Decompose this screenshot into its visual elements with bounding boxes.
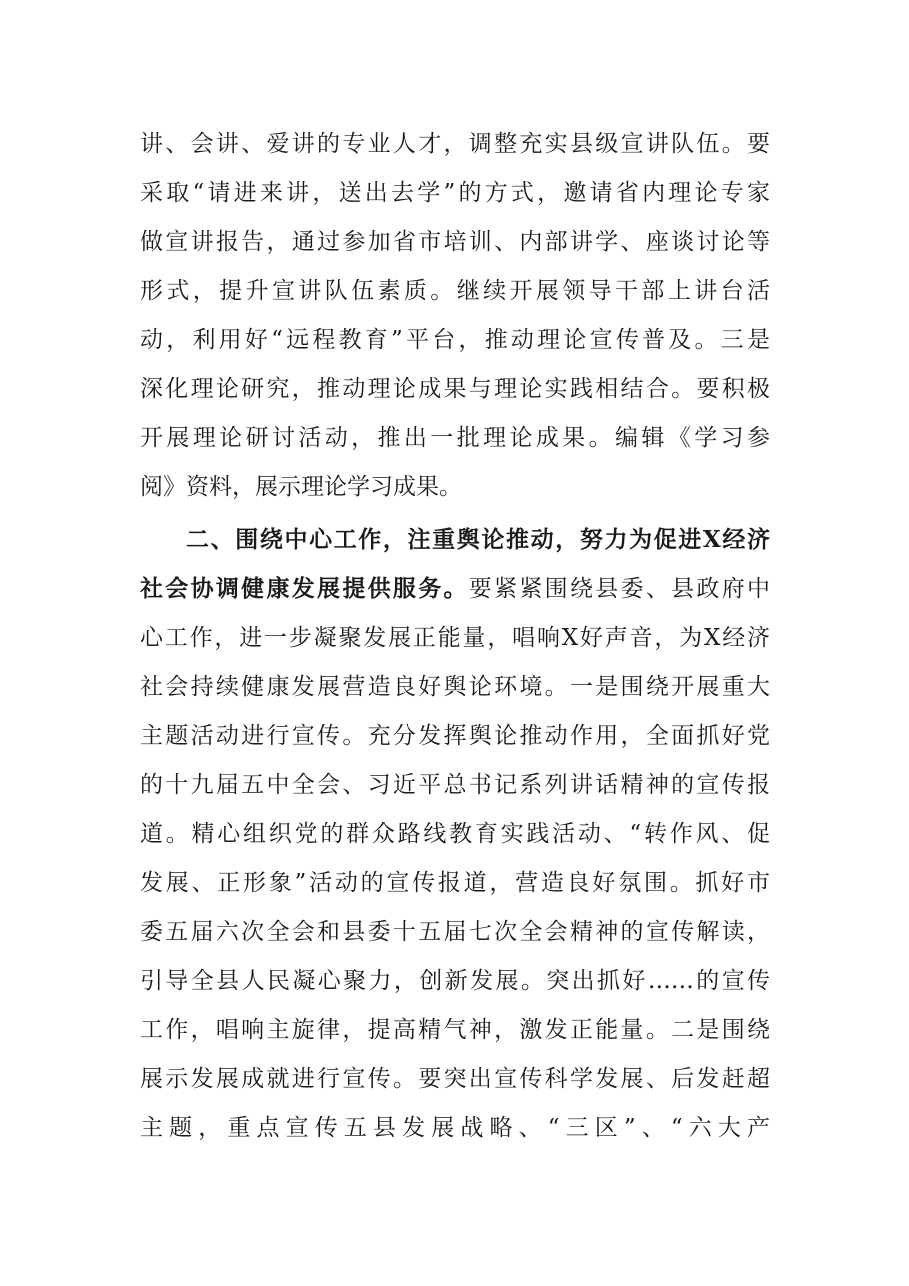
body-text-line: 引导全县人民凝心聚力，创新发展。突出抓好……的宣传 bbox=[140, 968, 770, 994]
body-text-line: 主题活动进行宣传。充分发挥舆论推动作用，全面抓好党 bbox=[140, 723, 770, 749]
body-text-line: 深化理论研究，推动理论成果与理论实践相结合。要积极 bbox=[140, 376, 770, 402]
body-text-line: 动，利用好“远程教育”平台，推动理论宣传普及。三是 bbox=[140, 327, 770, 353]
body-text-run: 要紧紧围绕县委、县政府中 bbox=[468, 576, 770, 602]
body-text-line: 采取“请进来讲，送出去学”的方式，邀请省内理论专家 bbox=[140, 180, 770, 206]
body-text-line: 委五届六次全会和县委十五届七次全会精神的宣传解读， bbox=[140, 919, 770, 945]
body-text-line: 的十九届五中全会、习近平总书记系列讲话精神的宣传报 bbox=[140, 772, 770, 798]
body-text-line: 做宣讲报告，通过参加省市培训、内部讲学、座谈讨论等 bbox=[140, 229, 770, 255]
body-text-line: 讲、会讲、爱讲的专业人才，调整充实县级宣讲队伍。要 bbox=[140, 131, 770, 157]
section-heading: 二、围绕中心工作，注重舆论推动，努力为促进X经济 bbox=[186, 526, 770, 553]
body-text-line: 主题，重点宣传五县发展战略、“三区”、“六大产 bbox=[140, 1115, 770, 1141]
body-text-line: 形式，提升宣讲队伍素质。继续开展领导干部上讲台活 bbox=[140, 278, 770, 304]
body-text-line: 阅》资料，展示理论学习成果。 bbox=[140, 474, 462, 500]
body-text-line: 发展、正形象”活动的宣传报道，营造良好氛围。抓好市 bbox=[140, 870, 770, 896]
body-text-line: 道。精心组织党的群众路线教育实践活动、“转作风、促 bbox=[140, 821, 770, 847]
section-heading-continuation: 社会协调健康发展提供服务。 bbox=[140, 575, 469, 602]
body-text-line: 开展理论研讨活动，推出一批理论成果。编辑《学习参 bbox=[140, 425, 770, 451]
body-text-line: 社会持续健康发展营造良好舆论环境。一是围绕开展重大 bbox=[140, 674, 770, 700]
section-heading-line-2 bbox=[140, 572, 770, 606]
body-text-line: 心工作，进一步凝聚发展正能量，唱响X好声音，为X经济 bbox=[140, 625, 770, 651]
body-text-line: 工作，唱响主旋律，提高精气神，激发正能量。二是围绕 bbox=[140, 1017, 770, 1043]
body-text-line: 展示发展成就进行宣传。要突出宣传科学发展、后发赶超 bbox=[140, 1066, 770, 1092]
